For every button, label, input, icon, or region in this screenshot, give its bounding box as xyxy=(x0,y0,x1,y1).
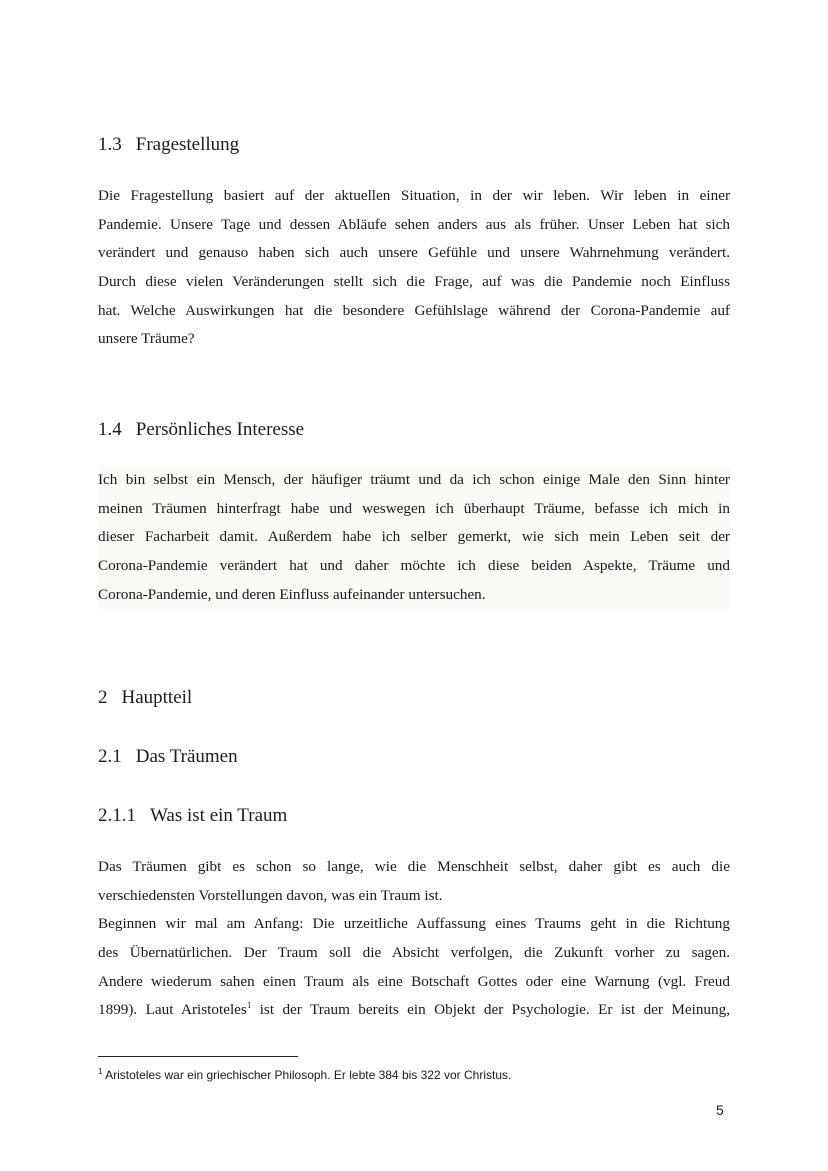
section-number: 2 xyxy=(98,687,108,708)
paragraph-interesse xyxy=(98,466,730,609)
text-line: Die Fragestellung basiert auf der aktuellen Situation, in der wir leben. Wir leben in einer xyxy=(98,187,730,204)
text-line: Andere wiederum sahen einen Traum als eine Botschaft Gottes oder eine Warnung (vgl. Freud xyxy=(98,972,730,990)
text-line: Corona-Pandemie verändert hat und daher möchte ich diese beiden Aspekte, Träume und xyxy=(98,557,730,575)
heading-fragestellung xyxy=(98,134,239,156)
text-line: Pandemie. Unsere Tage und dessen Abläufe sehen anders aus als früher. Unser Leben hat sich xyxy=(98,215,730,233)
heading-persoenliches-interesse xyxy=(98,419,304,441)
section-number: 1.3 xyxy=(98,134,122,155)
text-line: Beginnen wir mal am Anfang: Die urzeitliche Auffassung eines Traums geht in die Richtung xyxy=(98,915,730,933)
text-line-end: ist der Traum bereits ein Objekt der Psychologie. Er ist der Meinung, xyxy=(251,1001,730,1019)
section-number: 1.4 xyxy=(98,419,122,440)
text-line-start: 1899). Laut Aristoteles xyxy=(98,1001,247,1019)
footnote-reference[interactable]: 1 xyxy=(246,1000,252,1011)
text-line: Das Träumen gibt es schon so lange, wie die Menschheit selbst, daher gibt es auch die xyxy=(98,858,730,875)
section-title: Persönliches Interesse xyxy=(135,419,305,440)
text-line: des Übernatürlichen. Der Traum soll die Absicht verfolgen, die Zukunft vorher zu sagen. xyxy=(98,944,730,962)
page-number: 5 xyxy=(716,1102,724,1118)
text-line: hat. Welche Auswirkungen hat die besondere Gefühlslage während der Corona-Pandemie auf xyxy=(98,301,730,319)
section-title: Das Träumen xyxy=(135,746,238,767)
text-line: dieser Facharbeit damit. Außerdem habe ich selber gemerkt, wie sich mein Leben seit der xyxy=(98,528,730,546)
section-title: Fragestellung xyxy=(135,134,240,155)
section-title: Hauptteil xyxy=(121,687,193,708)
section-title: Was ist ein Traum xyxy=(150,805,288,826)
paragraph-was-ist-ein-traum xyxy=(98,853,730,1025)
text-line: Ich bin selbst ein Mensch, der häufiger träumt und da ich schon einige Male den Sinn hinter xyxy=(98,471,730,488)
text-line: unsere Träume? xyxy=(98,330,195,348)
heading-hauptteil xyxy=(98,687,192,709)
text-line: meinen Träumen hinterfragt habe und weswegen ich überhaupt Träume, befasse ich mich in xyxy=(98,499,730,517)
text-line: verschiedensten Vorstellungen davon, was ein Traum ist. xyxy=(98,886,443,904)
text-line: Durch diese vielen Veränderungen stellt sich die Frage, auf was die Pandemie noch Einfluss xyxy=(98,273,730,291)
heading-was-ist-ein-traum xyxy=(98,805,287,827)
section-number: 2.1 xyxy=(98,746,122,767)
heading-das-traeumen xyxy=(98,746,238,768)
section-number: 2.1.1 xyxy=(98,805,136,826)
footnote-separator xyxy=(98,1056,298,1057)
footnote-text: Aristoteles war ein griechischer Philosoph. Er lebte 384 bis 322 vor Christus. xyxy=(102,1068,512,1082)
paragraph-fragestellung xyxy=(98,182,730,354)
text-line xyxy=(98,996,730,1025)
text-line: verändert und genauso haben sich auch unsere Gefühle und unsere Wahrnehmung verändert. xyxy=(98,244,730,262)
text-line: Corona-Pandemie, und deren Einfluss aufeinander untersuchen. xyxy=(98,585,486,603)
footnote xyxy=(98,1068,511,1082)
footnote-marker: 1 xyxy=(98,1067,103,1076)
